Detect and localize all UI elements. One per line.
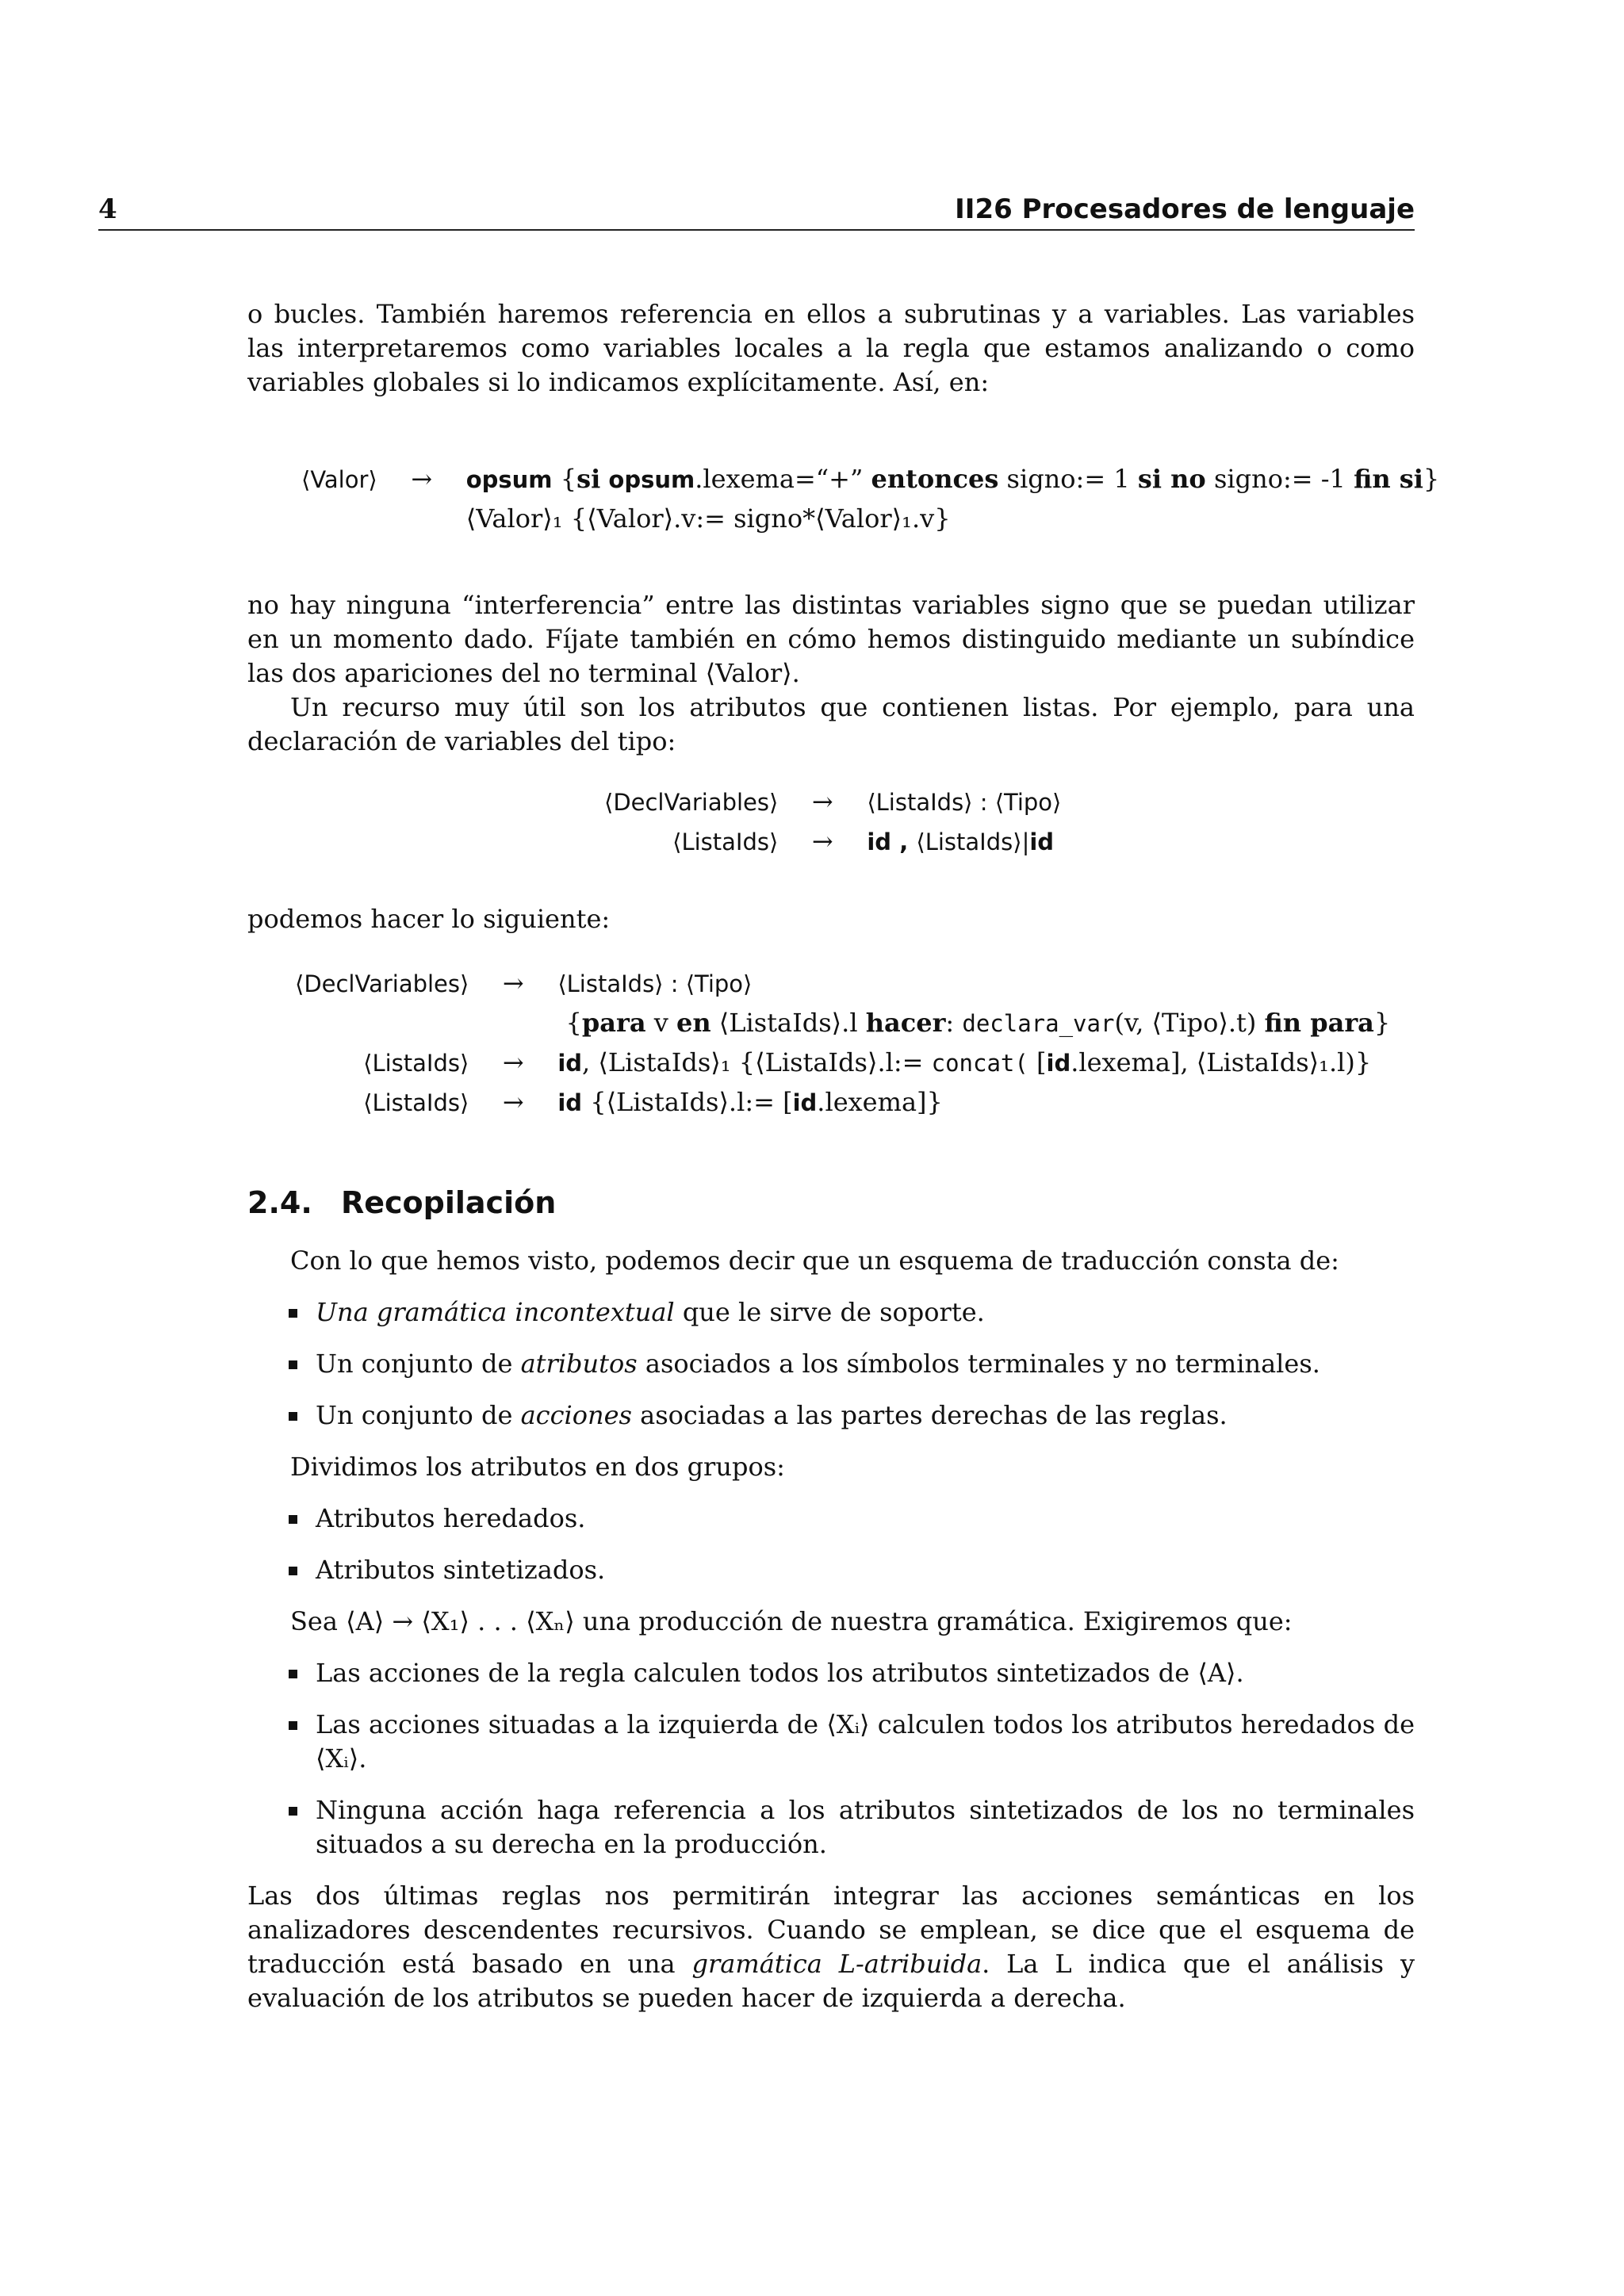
grammar-decl (604, 786, 1061, 866)
emphasis: acciones (520, 1400, 632, 1430)
list-item (316, 1347, 1415, 1381)
item-text: asociadas a las partes derechas de las reglas. (631, 1400, 1228, 1430)
item-text: Un conjunto de (316, 1400, 521, 1430)
keyword-entonces: entonces (871, 464, 999, 494)
function-name: declara_var (962, 1010, 1115, 1037)
keyword-hacer: hacer (865, 1008, 946, 1038)
paragraph-text: Las dos últimas reglas nos permitirán integrar las acciones semánticas en los analizadores descendentes recursivos. Cuando se emplean, se dice que el esquema de traducción está basado en una (247, 1881, 1415, 1979)
paragraph-podemos: podemos hacer lo siguiente: (247, 904, 611, 934)
rule-rhs: ⟨ListaIds⟩ : ⟨Tipo⟩ (557, 970, 753, 997)
action-text: signo:= -1 (1213, 464, 1346, 494)
rule-rhs-line2: ⟨Valor⟩₁ {⟨Valor⟩.v:= signo*⟨Valor⟩₁.v} (465, 503, 951, 534)
emphasis: gramática L-atribuida (691, 1949, 982, 1979)
terminal-id: id (792, 1089, 818, 1116)
rule-action (557, 1008, 1390, 1047)
arrow: → (502, 1047, 524, 1077)
rule-lhs: ⟨ListaIds⟩ (363, 1089, 469, 1116)
running-title: II26 Procesadores de lenguaje (955, 193, 1415, 225)
keyword-en: en (676, 1008, 711, 1038)
list-esquema (247, 1295, 1415, 1433)
terminal-id: id (557, 1089, 583, 1116)
brace-close: } (1373, 1008, 1391, 1038)
keyword-finsi: fin si (1354, 464, 1423, 494)
paragraph-recurso: Un recurso muy útil son los atributos que contienen listas. Por ejemplo, para una declaración de variables del tipo: (247, 692, 1415, 756)
rule-rhs-line1 (466, 464, 1440, 503)
paragraph-dividimos: Dividimos los atributos en dos grupos: (290, 1452, 785, 1482)
action-text: , ⟨ListaIds⟩₁ {⟨ListaIds⟩.l:= (582, 1047, 924, 1077)
terminal-id: id (867, 828, 892, 855)
brace-open: { (560, 464, 577, 494)
section-title: Recopilación (341, 1185, 557, 1220)
keyword-si: si (576, 464, 601, 494)
arrow: → (811, 826, 833, 856)
keyword-finpara: fin para (1264, 1008, 1374, 1038)
list-item: Las acciones situadas a la izquierda de ⟨Xᵢ⟩ calculen todos los atributos heredados de ⟨Xᵢ⟩. (316, 1708, 1415, 1776)
action-text: (v, ⟨Tipo⟩.t) (1114, 1008, 1257, 1038)
rule-valor (301, 464, 1439, 543)
action-text: v (653, 1008, 668, 1038)
brace-open: { (565, 1008, 582, 1038)
arrow: → (411, 464, 433, 494)
keyword-para: para (581, 1008, 646, 1038)
item-text: asociados a los símbolos terminales y no terminales. (637, 1349, 1320, 1379)
header-rule (98, 229, 1415, 231)
terminal-comma: , (899, 828, 909, 855)
list-item: Ninguna acción haga referencia a los atributos sintetizados de los no terminales situados a su derecha en la producción. (316, 1793, 1415, 1862)
section-heading (247, 1185, 556, 1220)
rule-lhs: ⟨ListaIds⟩ (363, 1050, 469, 1077)
paragraph-final (247, 1879, 1415, 2015)
nonterminal: ⟨ListaIds⟩| (916, 828, 1030, 855)
rule-lhs: ⟨Valor⟩ (301, 466, 377, 493)
terminal-opsum: opsum (608, 466, 695, 493)
paragraph-no-hay: no hay ninguna “interferencia” entre las distintas variables signo que se puedan utilizar en un momento dado. Fíjate también en cómo hemos distinguido mediante un subíndice las dos apariciones del no terminal ⟨Valor⟩. (247, 590, 1415, 688)
emphasis: atributos (520, 1349, 638, 1379)
rule-lhs: ⟨DeclVariables⟩ (604, 789, 779, 816)
arrow: → (811, 786, 833, 817)
rule-rhs (557, 1087, 1390, 1127)
rule-rhs (867, 826, 1061, 866)
body-mid (247, 588, 1415, 759)
body-top (247, 297, 1415, 400)
paragraph-sea: Sea ⟨A⟩ → ⟨X₁⟩ . . . ⟨Xₙ⟩ una producción de nuestra gramática. Exigiremos que: (290, 1606, 1293, 1636)
arrow: → (502, 968, 524, 998)
action-text: {⟨ListaIds⟩.l:= [ (590, 1087, 793, 1117)
paragraph-con-lo: Con lo que hemos visto, podemos decir que un esquema de traducción consta de: (290, 1246, 1339, 1276)
rule-lhs: ⟨DeclVariables⟩ (295, 970, 469, 997)
item-text: que le sirve de soporte. (674, 1297, 985, 1327)
list-item (316, 1295, 1415, 1330)
item-text: Un conjunto de (316, 1349, 521, 1379)
action-text: .lexema], ⟨ListaIds⟩₁.l)} (1071, 1047, 1372, 1077)
rule-lhs: ⟨ListaIds⟩ (672, 828, 779, 855)
keyword-sino: si no (1137, 464, 1206, 494)
terminal-id: id (557, 1050, 583, 1077)
terminal-id: id (1029, 828, 1055, 855)
terminal-opsum: opsum (465, 466, 553, 493)
body-podemos (247, 902, 1415, 936)
list-grupos (247, 1502, 1415, 1587)
action-text: .lexema=“+” (695, 464, 864, 494)
list-item: Atributos sintetizados. (316, 1553, 1415, 1587)
emphasis: Una gramática incontextual (316, 1297, 675, 1327)
body-section (247, 1244, 1415, 2015)
paragraph-text: . La L indica que el análisis y evaluación de los atributos se pueden hacer de izquierda a derecha. (247, 1949, 1415, 2013)
paragraph-intro: o bucles. También haremos referencia en ellos a subrutinas y a variables. Las variables las interpretaremos como variables locales a la regla que estamos analizando o como variables globales si lo indicamos explícitamente. Así, en: (247, 299, 1415, 397)
action-text: [ (1036, 1047, 1047, 1077)
action-text: signo:= 1 (1006, 464, 1130, 494)
terminal-id: id (1046, 1050, 1071, 1077)
arrow: → (502, 1087, 524, 1117)
grammar-actions (295, 968, 1390, 1127)
action-text: ⟨ListaIds⟩.l (718, 1008, 858, 1038)
list-item: Atributos heredados. (316, 1502, 1415, 1536)
brace-close: } (1423, 464, 1440, 494)
list-reglas (247, 1656, 1415, 1862)
action-text: : (945, 1008, 955, 1038)
rule-rhs: ⟨ListaIds⟩ : ⟨Tipo⟩ (867, 789, 1062, 816)
list-item: Las acciones de la regla calculen todos los atributos sintetizados de ⟨A⟩. (316, 1656, 1415, 1690)
section-number: 2.4. (247, 1185, 312, 1220)
rule-rhs (557, 1047, 1390, 1087)
action-text: .lexema]} (817, 1087, 943, 1117)
list-item (316, 1399, 1415, 1433)
function-name: concat( (931, 1050, 1028, 1077)
page-number: 4 (98, 193, 117, 225)
